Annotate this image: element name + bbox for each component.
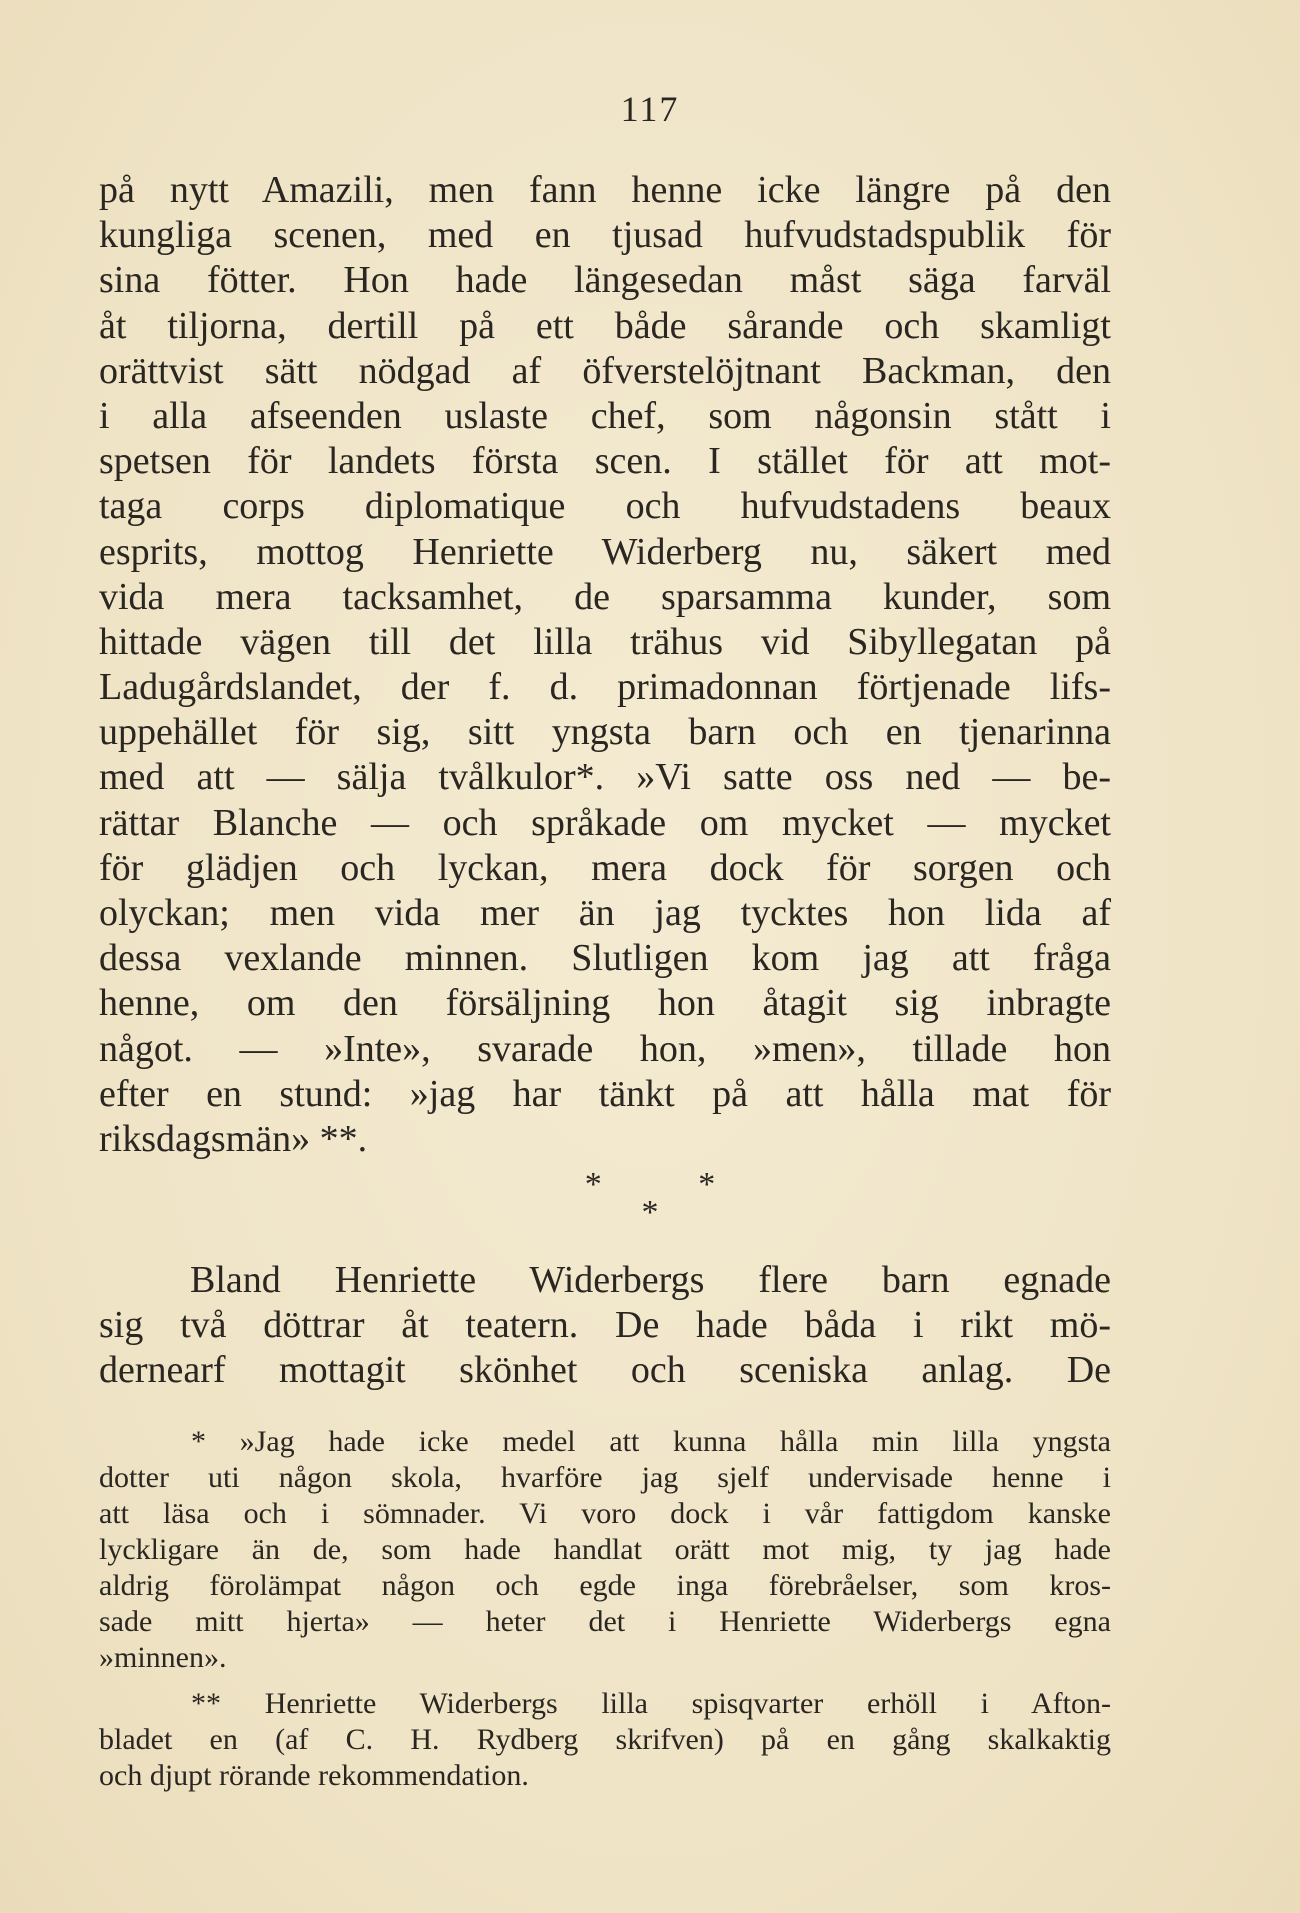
text-line: vida mera tacksamhet, de sparsamma kunder, som <box>99 575 1111 618</box>
section-break-asterism: * * <box>584 1166 760 1203</box>
page-number: 117 <box>620 89 680 129</box>
footnote-line: sade mitt hjerta» — heter det i Henriette Widerbergs egna <box>99 1605 1111 1638</box>
text-line: sig två döttrar åt teatern. De hade båda i rikt mö- <box>99 1304 1111 1347</box>
text-line: esprits, mottog Henriette Widerberg nu, säkert med <box>99 530 1111 573</box>
text-line: orättvist sätt nödgad af öfverstelöjtnant Backman, den <box>99 349 1111 392</box>
body-paragraph-1 <box>99 168 1111 1162</box>
text-line: taga corps diplomatique och hufvudstadens beaux <box>99 485 1111 528</box>
footnote-line: bladet en (af C. H. Rydberg skrifven) på en gång skalkaktig <box>99 1723 1111 1756</box>
text-line: olyckan; men vida mer än jag tycktes hon lida af <box>99 892 1111 934</box>
footnote-line: »minnen». <box>99 1641 227 1674</box>
footnote-line: att läsa och i sömnader. Vi voro dock i vår fattigdom kanske <box>99 1497 1111 1530</box>
footnote-1 <box>99 1424 1111 1676</box>
text-line: dessa vexlande minnen. Slutligen kom jag att fråga <box>99 937 1111 980</box>
text-line: med att — sälja tvålkulor*. »Vi satte oss ned — be- <box>99 756 1111 799</box>
text-line: på nytt Amazili, men fann henne icke längre på den <box>99 169 1111 211</box>
text-line: dernearf mottagit skönhet och sceniska anlag. De <box>99 1349 1111 1392</box>
footnote-line: aldrig förolämpat någon och egde inga förebråelser, som kros- <box>99 1569 1111 1602</box>
text-line: något. — »Inte», svarade hon, »men», tillade hon <box>99 1027 1111 1070</box>
text-line: rättar Blanche — och språkade om mycket — mycket <box>99 801 1111 844</box>
text-line: i alla afseenden uslaste chef, som någonsin stått i <box>99 394 1111 437</box>
footnote-line: dotter uti någon skola, hvarföre jag sjelf undervisade henne i <box>99 1461 1111 1494</box>
text-line: efter en stund: »jag har tänkt på att hålla mat för <box>99 1072 1111 1115</box>
body-paragraph-2 <box>99 1258 1111 1394</box>
text-line: kungliga scenen, med en tjusad hufvudstadspublik för <box>99 214 1111 257</box>
text-line: uppehället för sig, sitt yngsta barn och en tjenarinna <box>99 711 1111 754</box>
text-line: riksdagsmän» **. <box>99 1117 368 1160</box>
footnotes <box>99 1424 1111 1794</box>
footnote-line: och djupt rörande rekommendation. <box>99 1759 529 1792</box>
footnote-2 <box>99 1686 1111 1794</box>
text-line: för glädjen och lyckan, mera dock för sorgen och <box>99 846 1111 889</box>
text-line: Bland Henriette Widerbergs flere barn egnade <box>190 1259 1111 1301</box>
text-line: Ladugårdslandet, der f. d. primadonnan förtjenade lifs- <box>99 666 1111 709</box>
text-line: spetsen för landets första scen. I stället för att mot- <box>99 440 1111 483</box>
footnote-line: ** Henriette Widerbergs lilla spisqvarter erhöll i Afton- <box>191 1687 1111 1720</box>
footnote-line: lyckligare än de, som hade handlat orätt mot mig, ty jag hade <box>99 1533 1111 1566</box>
text-line: åt tiljorna, dertill på ett både sårande och skamligt <box>99 304 1111 347</box>
footnote-line: * »Jag hade icke medel att kunna hålla min lilla yngsta <box>191 1425 1111 1458</box>
text-line: sina fötter. Hon hade längesedan måst säga farväl <box>99 259 1111 302</box>
text-line: henne, om den försäljning hon åtagit sig inbragte <box>99 982 1111 1025</box>
section-break-asterism: * <box>641 1194 659 1231</box>
text-line: hittade vägen till det lilla trähus vid Sibyllegatan på <box>99 620 1111 663</box>
